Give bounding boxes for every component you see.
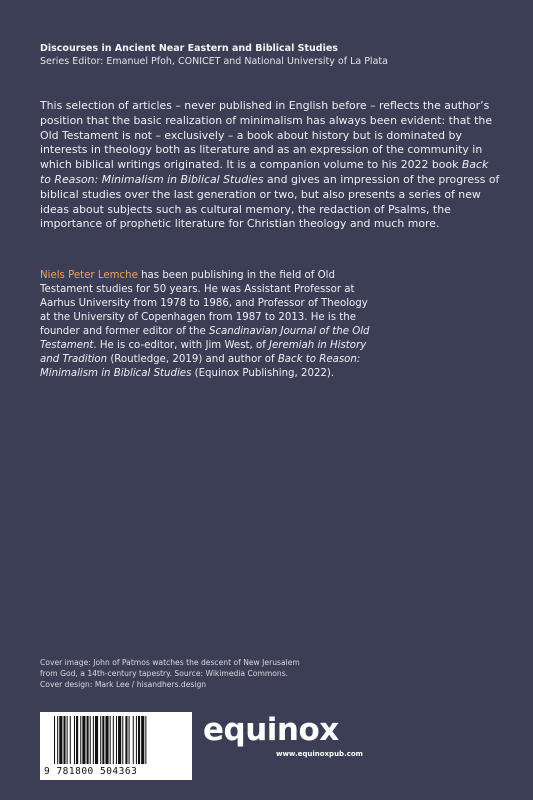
author-name: Niels Peter Lemche bbox=[40, 270, 138, 281]
barcode-bar bbox=[113, 716, 114, 764]
series-header bbox=[40, 42, 500, 68]
blurb-book-title: Back to Reason: Minimalism in Biblical Studies bbox=[40, 158, 489, 186]
bio-journal-title: Scandinavian Journal of the Old Testament bbox=[40, 326, 370, 351]
barcode-bar bbox=[59, 716, 62, 764]
bio-text-3: (Routledge, 2019) and author of bbox=[107, 354, 278, 365]
barcode-bar bbox=[54, 716, 55, 764]
barcode-bar bbox=[105, 716, 108, 764]
barcode-bar bbox=[102, 716, 104, 764]
publisher-logo bbox=[203, 712, 363, 772]
barcode-bar bbox=[67, 716, 68, 764]
barcode-bar bbox=[110, 716, 111, 764]
barcode-bar bbox=[125, 716, 127, 764]
book-description bbox=[40, 99, 502, 232]
barcode-bar bbox=[76, 716, 78, 764]
barcode-bar bbox=[100, 716, 101, 764]
bio-text-1: has been publishing in the field of Old Testament studies for 50 years. He was Assistant Professor at Aarhus University from 1978 to 1986, and Professor of Theology at the University of Copenhagen from 1987 to 2013. He is the founder and former editor of the bbox=[40, 270, 368, 337]
barcode-bar bbox=[95, 716, 98, 764]
barcode-bar bbox=[90, 716, 91, 764]
barcode-bar bbox=[145, 716, 146, 764]
barcode-digits: 9 781800 504363 bbox=[44, 766, 138, 777]
logo-wordmark: equinox bbox=[203, 712, 339, 748]
credit-line-1: Cover image: John of Patmos watches the descent of New Jerusalem bbox=[40, 658, 300, 667]
barcode-bar bbox=[80, 716, 81, 764]
credit-line-2: from God, a 14th-century tapestry. Source: Wikimedia Commons. bbox=[40, 668, 289, 678]
bio-book-1: Jeremiah in History and Tradition bbox=[40, 340, 367, 365]
blurb-text-1: This selection of articles – never published in English before – reflects the author’s position that the basic realization of minimalism has always been evident: that the Old Testament is not – exclusively – a book about history but is dominated by interests in theology both as literature and as an expression of the community in which biblical writings originated. It is a companion volume to his 2022 book bbox=[40, 99, 493, 172]
bio-text-2: . He is co-editor, with Jim West, of bbox=[93, 340, 270, 351]
barcode-bar bbox=[141, 716, 144, 764]
barcode-bar bbox=[138, 716, 140, 764]
credit-line-3: Cover design: Mark Lee / hisandhers.design bbox=[40, 679, 207, 689]
barcode-bar bbox=[87, 716, 89, 764]
barcode-bars bbox=[54, 716, 180, 766]
barcode-bar bbox=[116, 716, 117, 764]
barcode-bar bbox=[129, 716, 130, 764]
barcode-bar bbox=[93, 716, 94, 764]
barcode-bar bbox=[74, 716, 75, 764]
barcode-bar bbox=[57, 716, 58, 764]
cover-credits bbox=[40, 658, 370, 690]
series-editor: Series Editor: Emanuel Pfoh, CONICET and National University of La Plata bbox=[40, 56, 388, 67]
bio-text-4: (Equinox Publishing, 2022). bbox=[191, 368, 335, 379]
barcode-bar bbox=[118, 716, 121, 764]
publisher-url: www.equinoxpub.com bbox=[276, 750, 363, 758]
bio-book-2: Back to Reason: Minimalism in Biblical Studies bbox=[40, 354, 361, 379]
barcode-bar bbox=[133, 716, 134, 764]
barcode-bar bbox=[136, 716, 137, 764]
barcode-bar bbox=[63, 716, 65, 764]
barcode-bar bbox=[122, 716, 123, 764]
barcode-bar bbox=[82, 716, 85, 764]
isbn-barcode bbox=[40, 712, 192, 780]
author-bio bbox=[40, 269, 380, 381]
barcode-bar bbox=[70, 716, 71, 764]
blurb-text-2: and gives an impression of the progress of biblical studies over the last generation or two, but also presents a series of new ideas about subjects such as cultural memory, the redaction of Psalms, the importance of prophetic literature for Christian theology and much more. bbox=[40, 172, 500, 231]
series-title: Discourses in Ancient Near Eastern and Biblical Studies bbox=[40, 43, 338, 54]
